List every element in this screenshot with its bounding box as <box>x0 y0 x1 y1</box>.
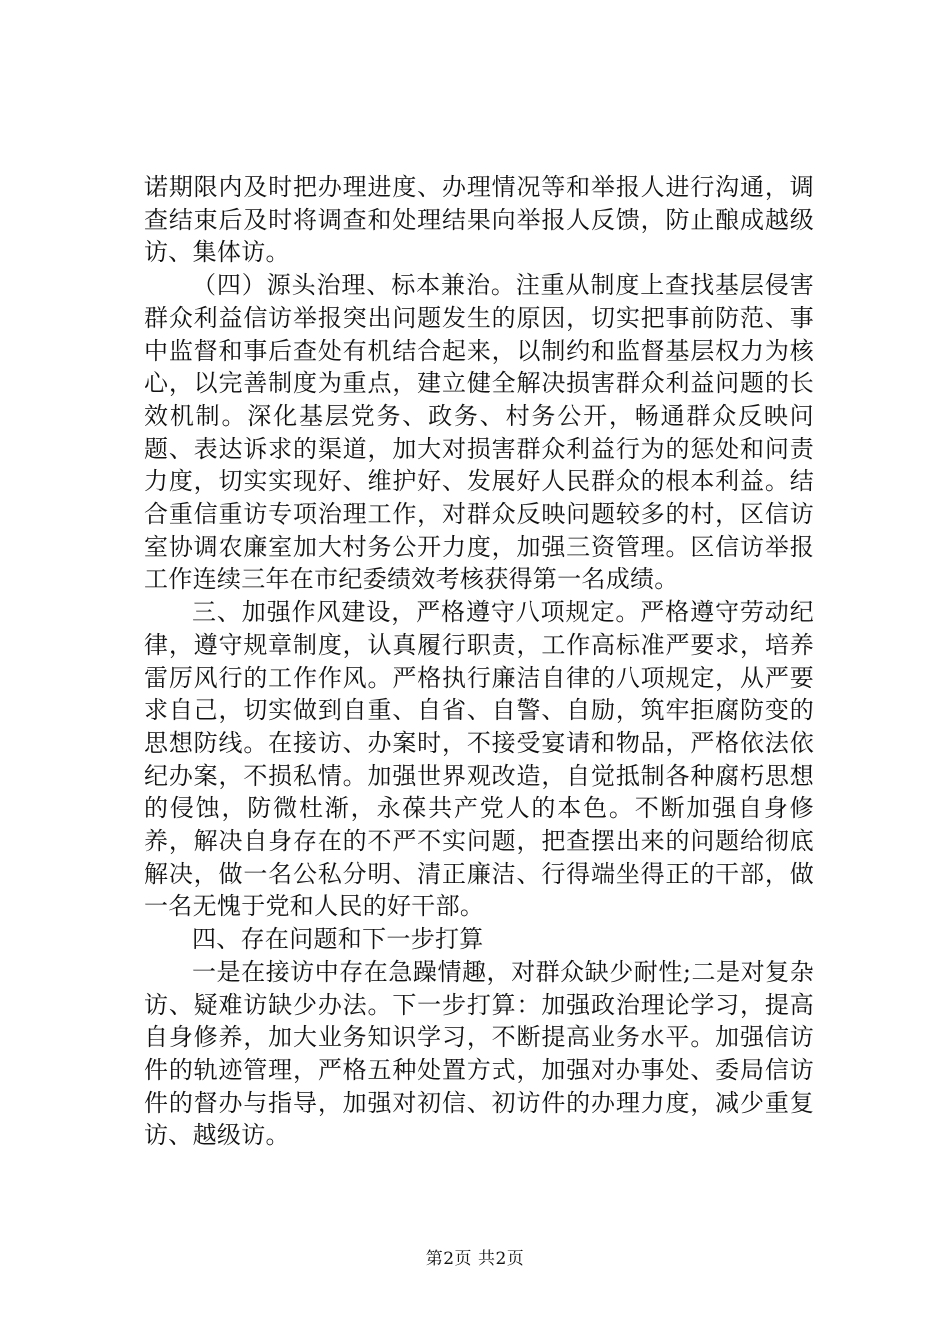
paragraph-work-style: 三、加强作风建设，严格遵守八项规定。严格遵守劳动纪律，遵守规章制度，认真履行职责，工作高标准严要求，培养雷厉风行的工作作风。严格执行廉洁自律的八项规定，从严要求自己，切实做到自重、自省、自警、自励，筑牢拒腐防变的思想防线。在接访、办案时，不接受宴请和物品，严格依法依纪办案，不损私情。加强世界观改造，自觉抵制各种腐朽思想的侵蚀，防微杜渐，永葆共产党人的本色。不断加强自身修养，解决自身存在的不严不实问题，把查摆出来的问题给彻底解决，做一名公私分明、清正廉洁、行得端坐得正的干部，做一名无愧于党和人民的好干部。 <box>144 598 814 921</box>
heading-problems-and-plans: 四、存在问题和下一步打算 <box>192 925 484 954</box>
page-number-footer: 第2页 共2页 <box>425 1249 525 1269</box>
paragraph-section-four: （四）源头治理、标本兼治。注重从制度上查找基层侵害群众利益信访举报突出问题发生的原因，切实把事前防范、事中监督和事后查处有机结合起来，以制约和监督基层权力为核心，以完善制度为重点，建立健全解决损害群众利益问题的长效机制。深化基层党务、政务、村务公开，畅通群众反映问题、表达诉求的渠道，加大对损害群众利益行为的惩处和问责力度，切实实现好、维护好、发展好人民群众的根本利益。结合重信重访专项治理工作，对群众反映问题较多的村，区信访室协调农廉室加大村务公开力度，加强三资管理。区信访举报工作连续三年在市纪委绩效考核获得第一名成绩。 <box>144 271 814 594</box>
paragraph-problems-and-plans: 一是在接访中存在急躁情趣，对群众缺少耐性;二是对复杂访、疑难访缺少办法。下一步打算：加强政治理论学习，提高自身修养，加大业务知识学习，不断提高业务水平。加强信访件的轨迹管理，严格五种处置方式，加强对办事处、委局信访件的督办与指导，加强对初信、初访件的办理力度，减少重复访、越级访。 <box>144 957 814 1150</box>
document-body <box>144 171 814 1152</box>
paragraph-continuation: 诺期限内及时把办理进度、办理情况等和举报人进行沟通，调查结束后及时将调查和处理结果向举报人反馈，防止酿成越级访、集体访。 <box>144 173 814 267</box>
